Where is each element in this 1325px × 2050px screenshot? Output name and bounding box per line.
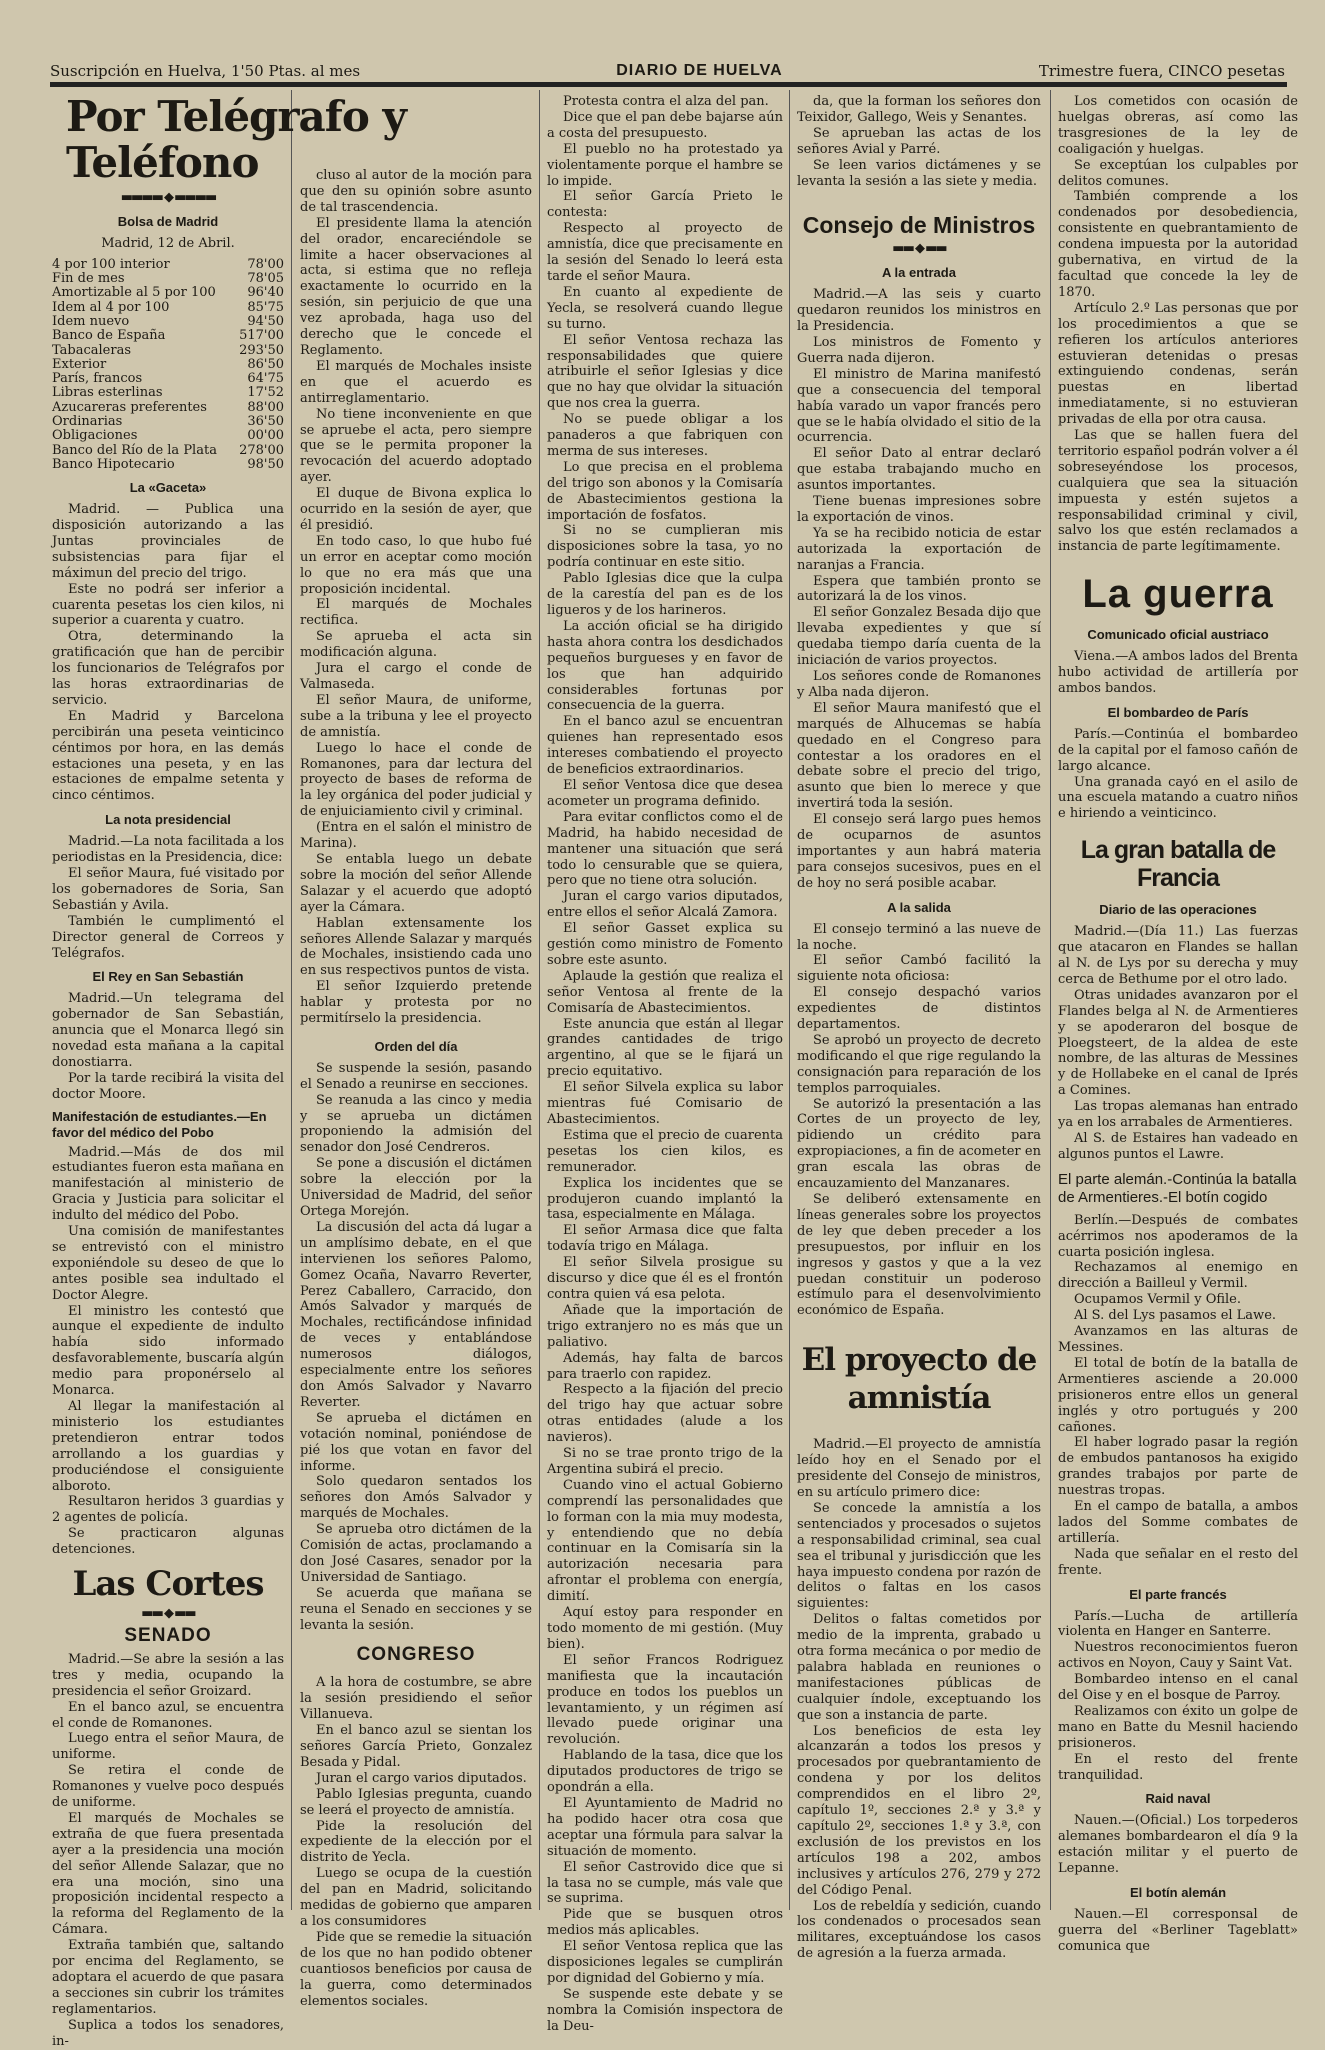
paragraph: Por la tarde recibirá la visita del doctor Moore. xyxy=(52,1070,284,1102)
entrada-text xyxy=(797,287,1041,891)
paragraph: Se pone a discusión el dictámen sobre la elección por la Universidad de Madrid, del señor Ortega Morejón. xyxy=(300,1156,532,1219)
masthead-bar xyxy=(50,40,1285,80)
rate-label: Fin de mes xyxy=(52,271,125,287)
paragraph: El señor Ventosa replica que las disposiciones legales se cumplirán por dignidad del Gobierno y mía. xyxy=(547,1939,783,1986)
paragraph: Este anuncia que están al llegar grandes cantidades de trigo argentino, al que se le fijará un precio equitativo. xyxy=(547,1016,783,1080)
rate-value: 85'75 xyxy=(247,299,284,315)
paragraph: Madrid.—La nota facilitada a los periodistas en la Presidencia, dice: xyxy=(52,834,284,866)
paragraph: Al S. de Estaires han vadeado en algunos puntos el Lawre. xyxy=(1058,1130,1298,1162)
table-row xyxy=(52,315,284,329)
paragraph: Artículo 2.º Las personas que por los procedimientos a que se refieren los artículos anteriores estuvieran detenidas o presas extinguiendo condenas, serán puestas en libertad inmediatamente, si no estuvieran privadas de ella por otra causa. xyxy=(1058,300,1298,428)
cortes-headline: Las Cortes xyxy=(72,1564,264,1605)
paragraph: Los cometidos con ocasión de huelgas obreras, así como las trasgresiones de la ley de coaligación y huelgas. xyxy=(1058,94,1298,157)
paragraph: Luego lo hace el conde de Romanones, para dar lectura del proyecto de bases de reforma de la ley orgánica del poder judicial y de enjuiciamiento civil y criminal. xyxy=(300,740,532,820)
paragraph: También le cumplimentó el Director general de Correos y Telégrafos. xyxy=(52,913,284,961)
masthead-rule xyxy=(50,82,1287,87)
paragraph: Nada que señalar en el resto del frente. xyxy=(1058,1546,1298,1578)
senado-title: SENADO xyxy=(124,1624,212,1646)
nota-text xyxy=(52,834,284,961)
table-row xyxy=(52,329,284,343)
rate-value: 98'50 xyxy=(247,456,284,472)
paragraph: Se suspende este debate y se nombra la Comisión inspectora de la Deu- xyxy=(547,1986,783,2034)
rate-label: Tabacaleras xyxy=(52,342,132,358)
operaciones-title: Diario de las operaciones xyxy=(1099,902,1257,918)
paragraph: Ya se ha recibido noticia de estar autorizada la exportación de naranjas a Francia. xyxy=(797,525,1041,573)
paragraph: Protesta contra el alza del pan. xyxy=(563,94,769,109)
paragraph: En todo caso, lo que hubo fué un error en aceptar como moción lo que no era más que una proposición incidental. xyxy=(300,533,532,597)
paragraph: Se aprueba el acta sin modificación alguna. xyxy=(300,629,532,661)
paragraph: Al llegar la manifestación al ministerio los estudiantes pretendieron entrar todos arrollando a los guardias y produciéndose el consiguiente alboroto. xyxy=(52,1399,284,1494)
paragraph: El marqués de Mochales se extraña de que fuera presentada ayer a la presidencia una moción del señor Allende Salazar, que no era una moción, sino una proposición incidental respecto a la reforma del Reglamento de la Cámara. xyxy=(52,1810,284,1938)
paragraph: París.—Lucha de artillería violenta en Hanger en Santerre. xyxy=(1058,1608,1298,1640)
bolsa-title: Bolsa de Madrid xyxy=(117,213,219,229)
paragraph: Se leen varios dictámenes y se levanta la sesión a las siete y media. xyxy=(797,157,1041,189)
rate-value: 94'50 xyxy=(247,313,284,329)
paragraph: da, que la forman los señores don Teixidor, Gallego, Weis y Senantes. xyxy=(797,94,1041,125)
paragraph: Si no se cumplieran mis disposiciones sobre la tasa, yo no podría continuar en este sitio. xyxy=(547,523,783,571)
paragraph: Bombardeo intenso en el canal del Oise y en el bosque de Parroy. xyxy=(1058,1672,1298,1704)
paragraph: Las que se hallen fuera del territorio español podrán volver a él sobreseyéndose los procesos, cualquiera que sea la situación impuesta y estén sujetos a responsabilidad criminal y civil, salvo los que estén reclamados a instancia de parte legítimamente. xyxy=(1058,428,1298,555)
paragraph: Añade que la importación de trigo extranjero no es más que un paliativo. xyxy=(547,1302,783,1350)
paragraph: cluso al autor de la moción para que den su opinión sobre asunto de tal trascendencia. xyxy=(300,168,532,215)
rate-value: 517'00 xyxy=(239,328,284,344)
subscription-local: Suscripción en Huelva, 1'50 Ptas. al mes xyxy=(50,62,361,80)
paragraph: Luego se ocupa de la cuestión del pan en Madrid, solicitando medidas de gobierno que amparen a los consumidores xyxy=(300,1866,532,1929)
paragraph: El señor Francos Rodriguez manifiesta que la incautación produce en todos los pueblos un levantamiento, y un régimen así llevado puede originar una revolución. xyxy=(547,1652,783,1748)
rate-label: Ordinarias xyxy=(52,413,123,429)
salida-text xyxy=(797,922,1041,1320)
paragraph: A la hora de costumbre, se abre la sesión presidiendo el señor Villanueva. xyxy=(300,1675,532,1723)
paragraph: El marqués de Mochales rectifica. xyxy=(300,597,532,629)
column-divider xyxy=(291,90,292,1910)
paragraph: Espera que también pronto se autorizará la de los vinos. xyxy=(797,573,1041,605)
table-row xyxy=(52,444,284,458)
paragraph: Extraña también que, saltando por encima del Reglamento, se adoptara el acuerdo de que pasara a secciones sin cubrir los trámites reglamentarios. xyxy=(52,1938,284,2017)
paragraph: Aquí estoy para responder en todo momento de mi gestión. (Muy bien). xyxy=(547,1605,783,1652)
amnistia-headline: El proyecto de amnistía xyxy=(801,1342,1037,1417)
paragraph: Se acuerda que mañana se reuna el Senado en secciones y se levanta la sesión. xyxy=(300,1585,532,1633)
column-divider xyxy=(539,90,540,1910)
paragraph: Se entabla luego un debate sobre la moción del señor Allende Salazar y el acuerdo que adoptó ayer la Cámara. xyxy=(300,851,532,915)
paragraph: La acción oficial se ha dirigido hasta ahora contra los desdichados pequeños burgueses y en favor de los que han adquirido considerables fortunas por consecuencia de la guerra. xyxy=(547,618,783,714)
paragraph: El señor Armasa dice que falta todavía trigo en Málaga. xyxy=(547,1223,783,1255)
subscription-outside: Trimestre fuera, CINCO pesetas xyxy=(1038,62,1285,80)
paragraph: El señor Gonzalez Besada dijo que llevaba expedientes y que sí quedaba tiempo daría cuenta de la iniciación de varios proyectos. xyxy=(797,605,1041,669)
amnistia-continued-text xyxy=(1058,94,1298,555)
paragraph: El señor García Prieto le contesta: xyxy=(547,189,783,221)
paragraph: Una granada cayó en el asilo de una escuela matando a cuatro niños e hiriendo a veinticinco. xyxy=(1058,774,1298,822)
paragraph: Berlín.—Después de combates acérrimos nos apoderamos de la cuarta posición inglesa. xyxy=(1058,1212,1298,1260)
rate-label: Idem al 4 por 100 xyxy=(52,299,170,315)
raid-title: Raid naval xyxy=(1145,1791,1211,1807)
paragraph: Nauen.—(Oficial.) Los torpederos alemanes bombardearon el día 9 la estación militar y el puerto de Lepanne. xyxy=(1058,1813,1298,1877)
consejo-ornament: ▬▬ ◆ ▬▬ xyxy=(892,241,946,257)
rate-value: 88'00 xyxy=(247,399,284,415)
rate-value: 00'00 xyxy=(247,428,284,444)
paragraph: No tiene inconveniente en que se apruebe el acta, pero siempre que se le permita proponer la revocación del acuerdo adoptado ayer. xyxy=(300,406,532,486)
table-row xyxy=(52,372,284,386)
botin-text xyxy=(1058,1907,1298,1955)
paragraph: Tiene buenas impresiones sobre la exportación de vinos. xyxy=(797,494,1041,525)
rate-value: 78'05 xyxy=(247,271,284,287)
congreso-text xyxy=(300,1675,532,2009)
nota-title: La nota presidencial xyxy=(105,812,231,828)
rate-value: 293'50 xyxy=(239,342,284,358)
paragraph: Explica los incidentes que se produjeron cuando implantó la tasa, especialmente en Málaga. xyxy=(547,1175,783,1223)
paragraph: París.—Continúa el bombardeo de la capital por el famoso cañón de largo alcance. xyxy=(1058,726,1298,774)
rey-title: El Rey en San Sebastián xyxy=(92,969,244,985)
paragraph: Respecto al proyecto de amnistía, dice que precisamente en la sesión del Senado lo leerá esta tarde el señor Maura. xyxy=(547,221,783,284)
paragraph: El haber logrado pasar la región de embudos pantanosos ha exigido grandes trabajos por parte de nuestras tropas. xyxy=(1058,1435,1298,1499)
paragraph: También comprende a los condenados por desobediencia, consistente en quebrantamiento de condena impuesta por la autoridad gubernativa, en virtud de la facultad que concede la ley de 1870. xyxy=(1058,189,1298,300)
table-row xyxy=(52,301,284,315)
paragraph: El señor Ventosa rechaza las responsabilidades que quiere atribuirle el señor Iglesias y dice que no hay que olvidar la situación que nos crea la guerra. xyxy=(547,332,783,412)
paragraph: Jura el cargo el conde de Valmaseda. xyxy=(300,661,532,692)
paragraph: Resultaron heridos 3 guardias y 2 agentes de policía. xyxy=(52,1494,284,1526)
rate-label: Azucareras preferentes xyxy=(52,399,207,415)
paragraph: En el resto del frente tranquilidad. xyxy=(1058,1751,1298,1783)
table-row xyxy=(52,344,284,358)
congreso-continued-text xyxy=(547,94,783,2035)
paragraph: Se aprueban las actas de los señores Avial y Parré. xyxy=(797,125,1041,157)
paragraph: El consejo terminó a las nueve de la noche. xyxy=(797,921,1041,953)
paragraph: Se aprueba otro dictámen de la Comisión de actas, proclamando a don José Casares, senador por la Universidad de Santiago. xyxy=(300,1522,532,1585)
paragraph: No se puede obligar a los panaderos a que fabriquen con merma de sus intereses. xyxy=(547,412,783,459)
rate-value: 36'50 xyxy=(247,413,284,429)
rate-label: Banco de España xyxy=(52,328,166,344)
paragraph: Realizamos con éxito un golpe de mano en Batte du Mesnil haciendo prisioneros. xyxy=(1058,1703,1298,1751)
rate-label: París, francos xyxy=(52,371,143,387)
amnistia-text xyxy=(797,1437,1041,1962)
paragraph: El señor Maura, de uniforme, sube a la tribuna y lee el proyecto de amnistía. xyxy=(300,692,532,740)
table-row xyxy=(52,429,284,443)
guerra-headline: La guerra xyxy=(1082,572,1274,617)
paragraph: Juran el cargo varios diputados, entre ellos el señor Alcalá Zamora. xyxy=(547,889,783,921)
paragraph: Se deliberó extensamente en líneas generales sobre los proyectos de ley que deben preceder a los presupuestos, por influir en los ingresos y gastos y que a la vez puedan constituir un poderoso estímulo para el desenvolvimiento económico de España. xyxy=(797,1192,1041,1319)
rate-value: 17'52 xyxy=(247,385,284,401)
orden-title: Orden del día xyxy=(374,1038,458,1054)
paragraph: Nauen.—El corresponsal de guerra del «Berliner Tageblatt» comunica que xyxy=(1058,1906,1298,1954)
paragraph: El presidente llama la atención del orador, encareciéndole se limite a hacer observaciones al acta, si estima que no refleja exactamente lo ocurrido en la sesión, sin perjuicio de que una vez aprobada, haga uso del derecho que le concede el Reglamento. xyxy=(300,215,532,358)
paragraph: Madrid.—Se abre la sesión a las tres y media, ocupando la presidencia el señor Groizard. xyxy=(52,1651,284,1699)
paragraph: Suplica a todos los senadores, in- xyxy=(52,2017,284,2049)
parte-aleman-title: El parte alemán.-Continúa la batalla de Armentieres.-El botín cogido xyxy=(1058,1170,1297,1206)
paragraph: Viena.—A ambos lados del Brenta hubo actividad de artillería por ambos bandos. xyxy=(1058,649,1298,696)
rate-value: 278'00 xyxy=(239,442,284,458)
paragraph: Se aprueba el dictámen en votación nominal, poniéndose de pié los que votan en favor del informe. xyxy=(300,1410,532,1474)
paragraph: Luego entra el señor Maura, de uniforme. xyxy=(52,1731,284,1763)
paragraph: Se retira el conde de Romanones y vuelve poco después de uniforme. xyxy=(52,1763,284,1811)
bolsa-table xyxy=(52,258,284,472)
paragraph: El marqués de Mochales insiste en que el acuerdo es antirreglamentario. xyxy=(300,358,532,406)
gaceta-text xyxy=(52,502,284,804)
paragraph: Lo que precisa en el problema del trigo son abonos y la Comisaría de Abastecimientos gestiona la importación de fosfatos. xyxy=(547,459,783,523)
paragraph: En Madrid y Barcelona percibirán una peseta veinticinco céntimos por hora, en las demás estaciones una peseta, y en las estaciones de empalme setenta y cinco céntimos. xyxy=(52,708,284,804)
paragraph: Juran el cargo varios diputados. xyxy=(316,1770,527,1786)
paragraph: Aplaude la gestión que realiza el señor Ventosa al frente de la Comisaría de Abastecimientos. xyxy=(547,968,783,1016)
headline-ornament: ▬▬▬▬ ◆ ▬▬▬▬ xyxy=(120,190,216,205)
rate-value: 78'00 xyxy=(247,256,284,272)
paragraph: Madrid.—A las seis y cuarto quedaron reunidos los ministros en la Presidencia. xyxy=(797,287,1041,335)
paragraph: Madrid.—Más de dos mil estudiantes fueron esta mañana en manifestación al ministerio de Gracia y Justicia para solicitar el indulto del médico del Pobo. xyxy=(52,1144,284,1224)
column-1 xyxy=(52,92,406,2049)
paragraph: Se reanuda a las cinco y media y se aprueba un dictámen proponiendo la admisión del senador don José Cendreros. xyxy=(300,1092,532,1156)
paragraph: El señor Ventosa dice que desea acometer un programa definido. xyxy=(547,777,783,809)
rate-label: Amortizable al 5 por 100 xyxy=(52,285,216,301)
paragraph: En el banco azul se sientan los señores García Prieto, Gonzalez Besada y Pidal. xyxy=(300,1723,532,1770)
bolsa-date: Madrid, 12 de Abril. xyxy=(101,235,235,251)
table-row xyxy=(52,386,284,400)
column-divider xyxy=(1050,90,1051,1910)
paragraph: Pide que se remedie la situación de los que no han podido obtener cuantiosos beneficios por causa de la guerra, como determinados elementos sociales. xyxy=(300,1929,532,2009)
rate-label: 4 por 100 interior xyxy=(52,256,170,272)
paragraph: El duque de Bivona explica lo ocurrido en la sesión de ayer, que él presidió. xyxy=(300,486,532,533)
paragraph: Madrid.—El proyecto de amnistía leído hoy en el Senado por el presidente del Consejo de ministros, en su artículo primero dice: xyxy=(797,1437,1041,1500)
raid-text xyxy=(1058,1813,1298,1877)
austriaco-title: Comunicado oficial austriaco xyxy=(1087,627,1269,643)
paragraph: Se concede la amnistía a los sentenciados y procesados o sujetos a responsabilidad criminal, sea cual sea el tribunal y jurisdicción que les haya impuesto condena por razón de delitos o faltas en los casos siguientes: xyxy=(797,1500,1041,1612)
column-3 xyxy=(547,94,783,2034)
paragraph: Una comisión de manifestantes se entrevistó con el ministro exponiéndole su deseo de que lo antes posible sea indultado el Doctor Alegre. xyxy=(52,1224,284,1303)
paragraph: En el campo de batalla, a ambos lados del Somme combates de artillería. xyxy=(1058,1499,1298,1546)
paragraph: Hablando de la tasa, dice que los diputados productores de trigo se opondrán a ella. xyxy=(547,1748,783,1796)
paragraph: El señor Silvela prosigue su discurso y dice que él es el frontón contra quien vá esa pelota. xyxy=(547,1255,783,1302)
paragraph: En el banco azul, se encuentra el conde de Romanones. xyxy=(52,1699,284,1731)
parte-frances-text xyxy=(1058,1609,1298,1784)
paragraph: Si no se trae pronto trigo de la Argentina subirá el precio. xyxy=(547,1446,783,1477)
paragraph: El pueblo no ha protestado ya violentamente porque el hambre se lo impide. xyxy=(547,141,783,189)
paragraph: El señor Castrovido dice que si la tasa no se cumple, más vale que se suprima. xyxy=(547,1859,783,1907)
paragraph: Estima que el precio de cuarenta pesetas los cien kilos, es remunerador. xyxy=(547,1127,783,1175)
paragraph: Este no podrá ser inferior a cuarenta pesetas los cien kilos, ni superior a cuarenta y cuatro. xyxy=(52,581,284,629)
column-5 xyxy=(1058,94,1298,1954)
paragraph: El señor Izquierdo pretende hablar y protesta por no permitírselo la presidencia. xyxy=(300,979,532,1027)
congreso-end-text xyxy=(797,94,1041,189)
rate-label: Obligaciones xyxy=(52,428,138,444)
rate-value: 96'40 xyxy=(247,285,284,301)
paragraph: Además, hay falta de barcos para traerlo con rapidez. xyxy=(547,1350,783,1382)
paragraph: En cuanto al expediente de Yecla, se resolverá cuando llegue su turno. xyxy=(547,284,783,332)
paragraph: Ocupamos Vermil y Ofile. xyxy=(1074,1292,1242,1308)
paragraph: El total de botín de la batalla de Armentieres asciende a 20.000 prisioneros entre ellos un general inglés y otro portugués y 200 cañones. xyxy=(1058,1355,1298,1435)
cortes-ornament: ▬▬ ◆ ▬▬ xyxy=(141,1606,195,1622)
paragraph: Los beneficios de esta ley alcanzarán a todos los presos y procesados por quebrantamiento de condena y por los delitos comprendidos en el libro 2º, capítulo 1º, secciones 2.ª y 3.ª y capítulo 2º, secciones 1.ª y 3.ª, con exclusión de los previstos en los artículos 198 a 202, ambos inclusives y artículos 276, 279 y 272 del Código Penal. xyxy=(797,1723,1041,1898)
paragraph: El ministro de Marina manifestó que a consecuencia del temporal había varado un vapor francés pero que se le había olvidado el sitio de la ocurrencia. xyxy=(797,366,1041,446)
senado-continued-text xyxy=(300,168,532,1027)
paragraph: Los de rebeldía y sedición, cuando los condenados o procesados sean militares, exceptuándose los casos de agresión a la fuerza armada. xyxy=(797,1898,1042,1962)
paragraph: Avanzamos en las alturas de Messines. xyxy=(1058,1324,1298,1355)
austriaco-text xyxy=(1058,649,1298,697)
paragraph: El señor Dato al entrar declaró que estaba trabajando mucho en asuntos importantes. xyxy=(797,446,1041,494)
table-row xyxy=(52,401,284,415)
entrada-title: A la entrada xyxy=(882,265,956,281)
column-divider xyxy=(789,90,790,1910)
paragraph: El consejo será largo pues hemos de ocuparnos de asuntos importantes y aun habrá materia para consejos sucesivos, pues en el de hoy no será posible acabar. xyxy=(797,812,1041,891)
table-row xyxy=(52,272,284,286)
paragraph: Se aprobó un proyecto de decreto modificando el que rige regulando la consignación para reparación de los templos parroquiales. xyxy=(797,1032,1041,1096)
paragraph: Pablo Iglesias pregunta, cuando se leerá el proyecto de amnistía. xyxy=(300,1786,532,1818)
senado-text xyxy=(52,1652,284,2050)
rate-value: 64'75 xyxy=(247,371,284,387)
rate-value: 86'50 xyxy=(247,356,284,372)
table-row xyxy=(52,358,284,372)
paragraph: La discusión del acta dá lugar a un amplísimo debate, en el que intervienen los señores Palomo, Gomez Ocaña, Navarro Reverter, Perez Caballero, Carracido, don Amós Salvador y marqués de Mochales, rectificándose infinidad de veces y entablándose numerosos diálogos, especialmente entre los señores don Amós Salvador y Navarro Reverter. xyxy=(300,1219,532,1410)
consejo-headline: Consejo de Ministros xyxy=(802,212,1036,239)
paragraph: El ministro les contestó que aunque el expediente de indulto había sido informado desfavorablemente, buscaría algún medio para proponérselo al Monarca. xyxy=(52,1303,284,1399)
paragraph: El señor Cambó facilitó la siguiente nota oficiosa: xyxy=(797,953,1041,985)
paragraph: Nuestros reconocimientos fueron activos en Noyon, Cauy y Saint Vat. xyxy=(1058,1640,1298,1672)
paragraph: Se autorizó la presentación a las Cortes de un proyecto de ley, pidiendo un crédito para expropiaciones, a fin de acometer en gran escala las obras de encauzamiento del Manzanares. xyxy=(797,1096,1041,1192)
paragraph: Madrid.—Un telegrama del gobernador de San Sebastián, anuncia que el Monarca llegó sin novedad esta mañana a la capital donostiarra. xyxy=(52,991,284,1070)
paragraph: Los ministros de Fomento y Guerra nada dijeron. xyxy=(797,334,1041,366)
main-headline: Por Telégrafo y Teléfono xyxy=(66,92,406,187)
table-row xyxy=(52,258,284,272)
manifestacion-text xyxy=(52,1145,284,1559)
paragraph: Pide la resolución del expediente de la elección por el distrito de Yecla. xyxy=(300,1818,532,1866)
paris-bombardeo-title: El bombardeo de París xyxy=(1107,704,1249,720)
paragraph: El señor Gasset explica su gestión como ministro de Fomento sobre este asunto. xyxy=(547,921,783,968)
paragraph: El señor Maura, fué visitado por los gobernadores de Soria, San Sebastián y Avila. xyxy=(52,866,284,913)
gaceta-title: La «Gaceta» xyxy=(129,480,207,496)
rate-label: Libras esterlinas xyxy=(52,385,163,401)
column-2 xyxy=(300,168,532,2009)
rate-label: Exterior xyxy=(52,356,107,372)
paragraph: Hablan extensamente los señores Allende Salazar y marqués de Mochales, insistiendo cada uno en sus respectivos puntos de vista. xyxy=(300,915,532,979)
paragraph: Rechazamos al enemigo en dirección a Bailleul y Vermil. xyxy=(1058,1260,1298,1292)
paragraph: El Ayuntamiento de Madrid no ha podido hacer otra cosa que aceptar una fórmula para salvar la situación de momento. xyxy=(547,1795,783,1859)
paragraph: Al S. del Lys pasamos el Lawe. xyxy=(1074,1308,1277,1324)
paragraph: El señor Silvela explica su labor mientras fué Comisario de Abastecimientos. xyxy=(547,1080,783,1127)
paragraph: Se exceptúan los culpables por delitos comunes. xyxy=(1058,157,1298,189)
table-row xyxy=(52,458,284,472)
paragraph: Otras unidades avanzaron por el Flandes belga al N. de Armentieres y se apoderaron del bosque de Ploegsteert, de la aldea de este nombre, de las alturas de Messines y de Hollabeke en el canal de Iprés a Comines. xyxy=(1058,987,1298,1099)
salida-title: A la salida xyxy=(887,899,951,915)
table-row xyxy=(52,286,284,300)
paragraph: (Entra en el salón el ministro de Marina). xyxy=(300,820,532,852)
paragraph: Madrid. — Publica una disposición autorizando a las Juntas provinciales de subsistencias para fijar el máximun del precio del trigo. xyxy=(52,502,284,581)
paragraph: El consejo despachó varios expedientes de distintos departamentos. xyxy=(797,985,1041,1033)
orden-text xyxy=(300,1061,532,1634)
newspaper-name: DIARIO DE HUELVA xyxy=(616,62,783,79)
paragraph: Respecto a la fijación del precio del trigo hay que actuar sobre otras entidades (alude a los navieros). xyxy=(547,1382,783,1446)
paragraph: Se practicaron algunas detenciones. xyxy=(52,1526,284,1558)
rate-label: Banco del Río de la Plata xyxy=(52,442,217,458)
congreso-title: CONGRESO xyxy=(356,1644,476,1666)
rate-label: Idem nuevo xyxy=(52,313,130,329)
operaciones-text xyxy=(1058,924,1298,1163)
paragraph: Pablo Iglesias dice que la culpa de la carestía del pan es de los ligueros y de los harineros. xyxy=(547,571,783,618)
column-4 xyxy=(797,94,1042,1962)
paragraph: Cuando vino el actual Gobierno comprendí las personalidades que lo forman con la mia muy modesta, y entendiendo que no debía continuar en la Comisaría sin la autorización necesaria para afrontar el problema con energía, dimití. xyxy=(547,1477,783,1605)
paragraph: Pide que se busquen otros medios más aplicables. xyxy=(547,1907,783,1939)
paragraph: Para evitar conflictos como el de Madrid, ha habido necesidad de mantener una situación que será todo lo censurable que se quiera, pero que no tiene otra solución. xyxy=(547,809,783,889)
parte-aleman-text xyxy=(1058,1213,1298,1579)
rate-label: Banco Hipotecario xyxy=(52,456,175,472)
paragraph: Los señores conde de Romanones y Alba nada dijeron. xyxy=(797,669,1041,700)
paragraph: Las tropas alemanas han entrado ya en los arrabales de Armentieres. xyxy=(1058,1099,1298,1131)
paragraph: Solo quedaron sentados los señores don Amós Salvador y marqués de Mochales. xyxy=(300,1474,532,1522)
batalla-headline: La gran batalla de Francia xyxy=(1080,836,1276,893)
paragraph: Otra, determinando la gratificación que han de percibir los funcionarios de Telégrafos por las horas extraordinarias de servicio. xyxy=(52,629,284,708)
botin-title: El botín alemán xyxy=(1129,1885,1227,1900)
manifestacion-title: Manifestación de estudiantes.—En favor del médico del Pobo xyxy=(52,1108,267,1140)
paragraph: Dice que el pan debe bajarse aún a costa del presupuesto. xyxy=(547,109,783,141)
parte-frances-title: El parte francés xyxy=(1129,1586,1227,1602)
paragraph: En el banco azul se encuentran quienes han representado esos intereses combatiendo el proyecto de beneficios extraordinarios. xyxy=(547,714,783,778)
paragraph: Se suspende la sesión, pasando el Senado a reunirse en secciones. xyxy=(300,1060,532,1092)
rey-text xyxy=(52,991,284,1102)
paragraph: Madrid.—(Día 11.) Las fuerzas que atacaron en Flandes se hallan al N. de Lys por su derecha y muy cerca de Bethume por el otro lado. xyxy=(1058,924,1298,987)
table-row xyxy=(52,415,284,429)
paragraph: El señor Maura manifestó que el marqués de Alhucemas se había quedado en el Congreso para contestar a los oradores en el debate sobre el precio del trigo, asunto que bien lo merece y que invertirá toda la sesión. xyxy=(797,700,1041,812)
paragraph: Delitos o faltas cometidos por medio de la imprenta, grabado u otra forma mecánica o por medio de palabra hablada en reuniones o manifestaciones públicas de cualquier índole, exceptuando los que son a instancia de parte. xyxy=(797,1612,1041,1723)
paris-bombardeo-text xyxy=(1058,727,1298,822)
